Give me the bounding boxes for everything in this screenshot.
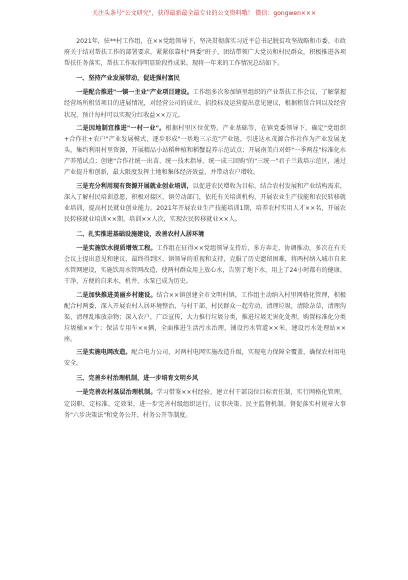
section-heading-2: 二、扎实推进基础设施建设，改善农村人居环境 [76, 230, 205, 238]
paragraph-lead: 一是完善农村基层治理机制。 [76, 389, 157, 397]
paragraph [64, 87, 346, 120]
paragraph-lead: 三是实施电网改造。 [76, 349, 132, 357]
paragraph [64, 387, 346, 420]
section-heading-1: 一、坚持产业发展带动，促进强村富民 [76, 75, 180, 83]
paragraph-text: 根据村里区位优势、产业基础等，在镇党委领导下，确定"党组织+合作社+农户"产业发展模式，逐步形成"一基地三示范"产业链，引进达永茂源合作社作为产业发展龙头，集约利用村里资源，开展精品小站稻种植和稻蟹混养示范试点；开展南美白对虾"一季两茬"标准化水产养殖试点；创建"合作社统一出苗、统一技术指导、统一成三回购"的"三统一"君子兰栽培示范区，通过产业提升和创新，最大限度发挥土地和集体经济效益，并带动农户增收。 [64, 124, 346, 177]
paragraph-text: 学习借鉴××村经验，建立村干部岗位目标责任制，实行网格化管理，定岗职、定标准、定效果，进一步完善村级组织运行，议事决策、民主监督机制。督促落实村规章大事务"六步决策法"和党务公开、村务公开等制度。 [64, 389, 347, 419]
paragraph-text: 工作组多次参加镇里组织的产业帮扶工作会议，了解掌握经营场所租赁项目的进展情况，对经营公司的成立、招投标及运营提出意见建议，根据租赁合同以及经营状况，预计每村可以实现分红收益××万元。 [64, 89, 346, 119]
section-heading-3: 三、完善乡村治理机制，进一步培育文明乡风 [76, 375, 199, 383]
paragraph [64, 243, 346, 287]
paragraph-lead: 二是因地制宜推进"一村一业"。 [76, 124, 166, 132]
paragraph-lead: 二是加快推进美丽乡村建设。 [76, 291, 157, 299]
paragraph-text: 工作组在征得××党组领导支持后，多方奔走、协调推动，多次在有关会议上提出意见和建议，最终得到区、镇领导的重视和支持，克服了历史遗留困难，将两村纳入城市自来水管网建设，实施饮用水管网改造，使两村群众用上放心水，告别了地下水，用上了24小时都有的健康、干净、方便的自来水，机井、水泵已成为历史。 [64, 244, 347, 286]
promo-banner: 关注头条号"公文研究"，获得最新最全最专业的公文资料哦！ 微信：gongwen××× [91, 10, 316, 17]
intro-paragraph: 2021年，驻**村工作组，在××党组领导下，坚决贯彻落实习近平总书记脱贫攻坚战略和市委、市政府关于结对帮扶工作的部署要求，紧紧依靠村"两委"班子，团结带领广大党员和村民群众，积极推进各项帮扶任务落实，帮扶工作取得明显阶段性成果。现将一年来的工作情况总结如下。 [64, 38, 346, 68]
paragraph-lead: 一是配合推进"一镇一主业"产业项目建设。 [76, 89, 193, 97]
paragraph-text: 结合××镇创建全市文明村镇，工作组主动纳入村里网格化管理，积极配合村两委，深入开展农村人居环境整治，与村干部、村民群众一起劳动，清理垃圾，清除杂草，清理沟渠，清理乱堆放杂物；深入农户，广泛宣传，大力推行垃圾分类，推进垃圾无害化处理，购置标准化分类垃圾桶××个；保洁专用车××辆，全面推进生活污水治理，铺设污水管道××米，建设污水处理站××座。 [64, 291, 347, 343]
paragraph-lead: 一是实施饮水提质增效工程。 [76, 244, 157, 252]
paragraph-text: 配合电力公司，对两村电网实施改造升级，实现电力保障全覆盖，确保农村用电安全。 [64, 349, 347, 368]
document-body [64, 36, 346, 423]
paragraph [64, 181, 346, 225]
paragraph-text: 以促进农民增收为目标，结合农村发展和产业结构需求，深入了解村民培训意愿，积极对接区、镇劳动部门，依托有关培训机构，开展农业生产技能和农民转移就业培训，提高村民就业创业能力。2021年开展农业生产技能培训1期，培养农村实用人才××名，开展农民转移就业培训××期，培训××人次，实现农民转移就业××人。 [64, 182, 347, 223]
paragraph [64, 123, 346, 178]
paragraph [64, 290, 346, 345]
paragraph [64, 347, 346, 369]
paragraph-lead: 三是充分利用现有资源开展就业创业培训， [76, 182, 193, 190]
